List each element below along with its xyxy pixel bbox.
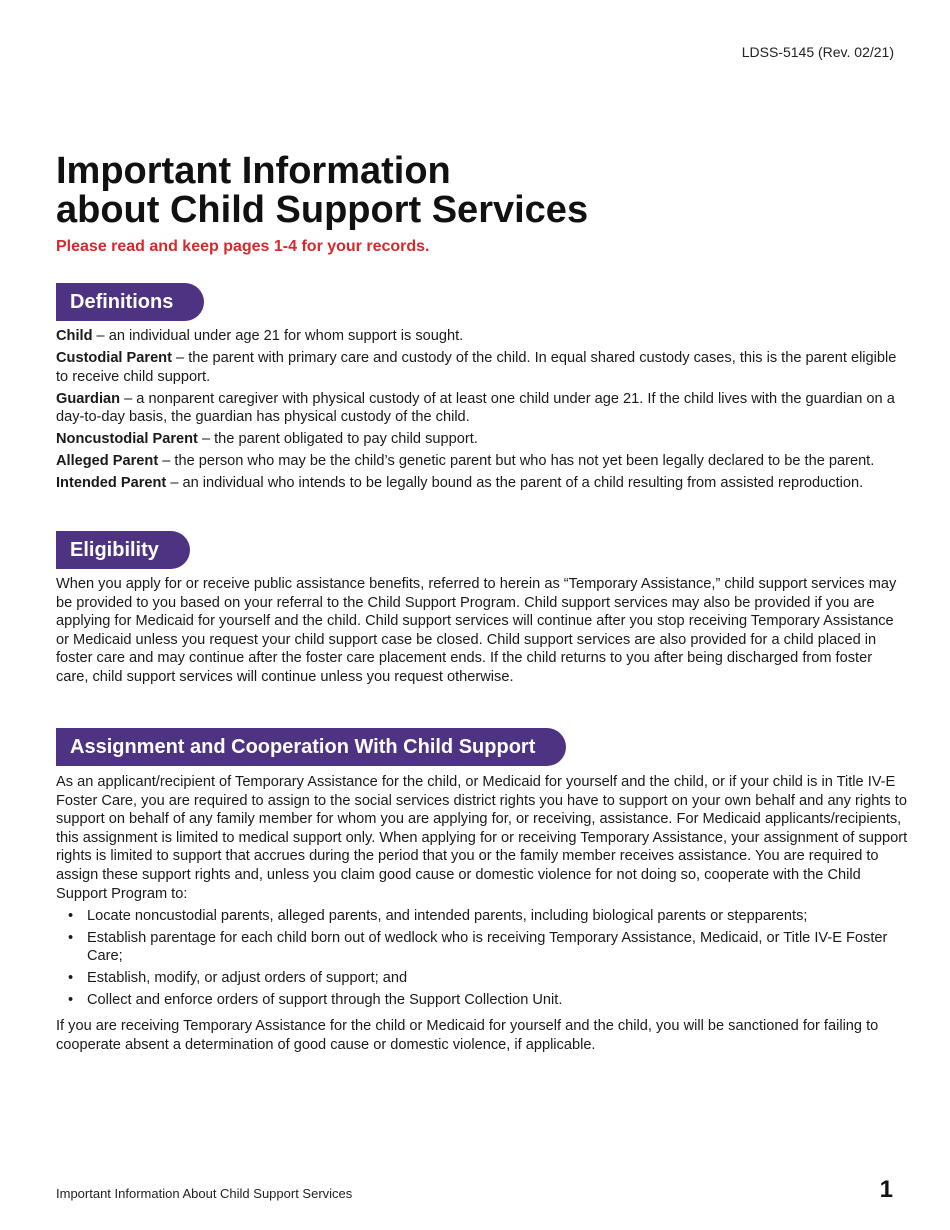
list-item-text: Collect and enforce orders of support through the Support Collection Unit.	[87, 991, 563, 1008]
definition-term: Noncustodial Parent	[56, 431, 198, 448]
definition-term: Child	[56, 328, 93, 344]
definitions-heading: Definitions	[56, 283, 204, 321]
definition-text: – the parent with primary care and custody of the child. In equal shared custody cases, this is the parent eligible to receive child support.	[56, 349, 897, 385]
definition-text: – the parent obligated to pay child support.	[197, 431, 478, 448]
list-item	[56, 907, 908, 926]
eligibility-section	[56, 575, 908, 687]
definition-term: Guardian	[56, 390, 121, 407]
assignment-section	[56, 773, 908, 1054]
definition-child	[56, 327, 908, 346]
bullet-icon: •	[68, 929, 74, 946]
assignment-paragraph: As an applicant/recipient of Temporary Assistance for the child, or Medicaid for yourself and the child, or if your child is in Title IV-E Foster Care, you are required to assign to the social services district rights you have to support on your own behalf and any rights to support on behalf of any family member for whom you are applying for, or receiving, assistance. For Medicaid applicants/recipients, this assignment is limited to medical support only. When applying for or receiving Temporary Assistance, your assignment of support rights is limited to support that accrues during the period that you or the family member receives assistance. You are required to assign these support rights and, unless you claim good cause or domestic violence for not doing so, cooperate with the Child Support Program to:	[56, 774, 908, 902]
sanction-paragraph: If you are receiving Temporary Assistance for the child or Medicaid for yourself and the child, you will be sanctioned for failing to cooperate absent a determination of good cause or domestic violence, if applicable.	[56, 1018, 879, 1053]
definition-text: – the person who may be the child’s genetic parent but who has not yet been legally declared to be the parent.	[158, 453, 875, 470]
title-line-2: about Child Support Services	[56, 189, 589, 231]
bullet-icon: •	[68, 991, 74, 1008]
footer-title: Important Information About Child Support Services	[56, 1186, 353, 1201]
cooperation-list	[56, 907, 908, 1009]
definition-term: Custodial Parent	[56, 349, 172, 366]
page-title	[56, 152, 588, 230]
definition-term: Alleged Parent	[56, 453, 159, 470]
eligibility-paragraph: When you apply for or receive public assistance benefits, referred to herein as “Temporary Assistance,” child support services may be provided to you based on your referral to the Child Support Program. Child support services may also be provided if you are applying for Medicaid for yourself and the child. Child support services will continue after you stop receiving Temporary Assistance or Medicaid unless you request your child support case be closed. Child support services are also provided for a child placed in foster care and may continue after the foster care placement ends. If the child returns to you after being discharged from foster care, child support services will continue unless you request otherwise.	[56, 576, 897, 685]
definition-noncustodial-parent	[56, 430, 908, 449]
page-number: 1	[879, 1176, 893, 1203]
definition-text: – an individual under age 21 for whom support is sought.	[92, 328, 464, 344]
title-line-1: Important Information	[56, 150, 451, 192]
bullet-icon: •	[68, 969, 74, 986]
list-item-text: Establish, modify, or adjust orders of support; and	[87, 969, 408, 986]
list-item-text: Locate noncustodial parents, alleged parents, and intended parents, including biological parents or stepparents;	[87, 908, 808, 925]
definition-intended-parent	[56, 474, 908, 493]
definition-text: – a nonparent caregiver with physical custody of at least one child under age 21. If the child lives with the guardian on a day-to-day basis, the guardian has physical custody of the child.	[56, 390, 895, 426]
records-notice: Please read and keep pages 1-4 for your records.	[56, 238, 430, 255]
assignment-heading: Assignment and Cooperation With Child Support	[56, 728, 566, 766]
definition-custodial-parent	[56, 349, 908, 386]
definition-alleged-parent	[56, 452, 908, 471]
definitions-list	[56, 327, 908, 496]
definition-term: Intended Parent	[56, 475, 167, 492]
bullet-icon: •	[68, 908, 74, 925]
definition-text: – an individual who intends to be legally bound as the parent of a child resulting from assisted reproduction.	[166, 475, 864, 492]
definition-guardian	[56, 390, 908, 427]
eligibility-heading: Eligibility	[56, 531, 190, 569]
list-item	[56, 969, 908, 988]
list-item	[56, 929, 908, 966]
list-item-text: Establish parentage for each child born out of wedlock who is receiving Temporary Assistance, Medicaid, or Title IV-E Foster Care;	[87, 929, 888, 965]
form-number: LDSS-5145 (Rev. 02/21)	[741, 44, 894, 60]
list-item	[56, 991, 908, 1010]
